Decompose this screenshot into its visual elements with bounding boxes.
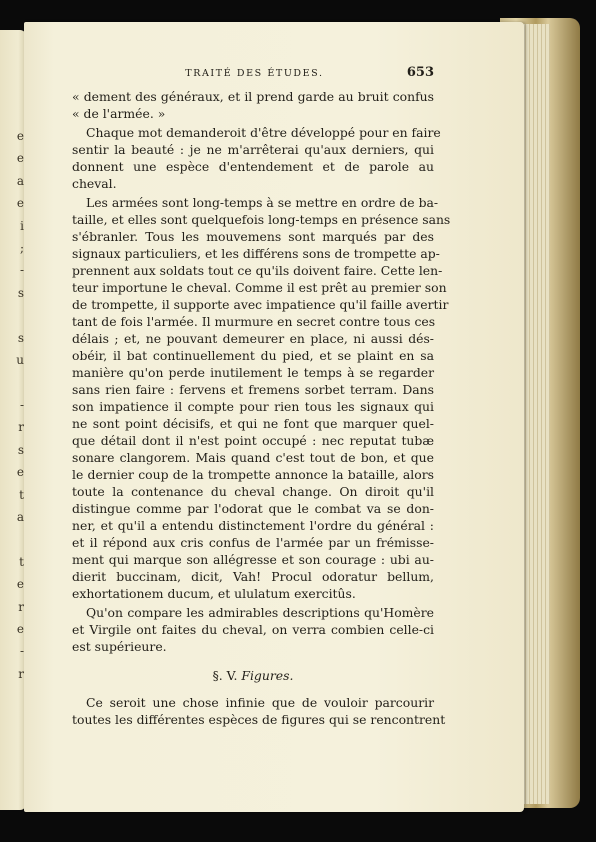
text-line: est supérieure. (72, 639, 167, 654)
margin-char (2, 528, 24, 550)
margin-char: r (18, 599, 24, 614)
margin-char: e (16, 465, 24, 480)
margin-char: r (18, 666, 24, 681)
paragraph (72, 88, 434, 122)
margin-char: e (16, 621, 24, 636)
text-line: cheval. (72, 176, 117, 191)
text-line: toute la contenance du cheval change. On diroit qu'il (72, 484, 434, 499)
text-line: tant de fois l'armée. Il murmure en secret contre tous ces (72, 314, 436, 329)
margin-char (2, 371, 24, 393)
paragraph (72, 124, 441, 192)
margin-char: s (17, 330, 24, 345)
margin-char: e (16, 129, 24, 143)
text-line: Chaque mot demanderoit d'être développé pour en faire (86, 125, 441, 140)
text-line: s'ébranler. Tous les mouvemens sont marqués par des (72, 229, 434, 244)
margin-char: e (16, 577, 24, 592)
text-line: son impatience il compte pour rien tous les signaux qui (72, 399, 434, 414)
text-line: « dement des généraux, et il prend garde au bruit confus (72, 89, 434, 104)
margin-char: a (16, 509, 24, 524)
text-line: distingue comme par l'odorat que le combat va se don- (72, 501, 434, 516)
margin-char: - (19, 263, 24, 278)
margin-char: a (16, 173, 24, 188)
text-line: Ce seroit une chose infinie que de vouloir parcourir (86, 695, 434, 710)
text-line: ner, et qu'il a entendu distinctement l'ordre du général : (72, 518, 434, 533)
margin-char: s (17, 442, 24, 457)
text-line: ne sont point décisifs, et qui ne font que marquer quel- (72, 416, 434, 431)
text-line: sans rien faire : fervens et fremens sorbet terram. Dans (72, 382, 434, 397)
margin-char: ; (19, 241, 24, 256)
text-line: toutes les différentes espèces de figures qui se rencontrent (72, 712, 446, 727)
text-line: « de l'armée. » (72, 106, 166, 121)
book-page (24, 22, 524, 812)
text-line: exhortationem ducum, et ululatum exercitûs. (72, 586, 356, 601)
margin-char: r (18, 420, 24, 435)
text-line: dierit buccinam, dicit, Vah! Procul odoratur bellum, (72, 569, 434, 584)
margin-char: e (16, 151, 24, 166)
text-line: et il répond aux cris confus de l'armée par un frémisse- (72, 535, 434, 550)
paragraph (72, 604, 434, 655)
text-line: signaux particuliers, et les différens sons de trompette ap- (72, 246, 440, 261)
text-line: taille, et elles sont quelquefois long-temps en présence sans (72, 212, 451, 227)
body-paragraphs (72, 88, 451, 655)
section-number: §. V. (212, 668, 238, 683)
paragraph (72, 694, 446, 728)
text-line: et Virgile ont faites du cheval, on verra combien celle-ci (72, 622, 434, 637)
text-line: prennent aux soldats tout ce qu'ils doivent faire. Cette len- (72, 263, 443, 278)
paragraph (72, 194, 451, 602)
margin-char: - (19, 644, 24, 659)
final-paragraph (72, 694, 446, 728)
section-heading (72, 667, 434, 684)
text-line: sentir la beauté : je ne m'arrêterai qu'aux derniers, qui (72, 142, 434, 157)
text-block (72, 64, 451, 730)
running-title: TRAITÉ DES ÉTUDES. (185, 68, 324, 79)
text-line: Qu'on compare les admirables descriptions qu'Homère (86, 605, 434, 620)
margin-char: - (19, 397, 24, 412)
section-title: Figures. (241, 668, 294, 683)
text-line: Les armées sont long-temps à se mettre en ordre de ba- (86, 195, 439, 210)
margin-char: i (20, 218, 24, 233)
margin-char (2, 304, 24, 326)
text-line: le dernier coup de la trompette annonce la bataille, alors (72, 467, 434, 482)
margin-char: s (17, 285, 24, 300)
margin-char: t (19, 554, 24, 569)
page-number: 653 (406, 65, 434, 80)
margin-char: t (19, 487, 24, 502)
margin-char: e (16, 196, 24, 211)
facing-page-edge (0, 30, 26, 810)
text-line: teur importune le cheval. Comme il est prêt au premier son (72, 280, 447, 295)
margin-char: u (16, 353, 24, 368)
text-line: donnent une espèce d'entendement et de parole au (72, 159, 434, 174)
text-line: obéir, il bat continuellement du pied, et se plaint en sa (72, 348, 434, 363)
running-head (72, 64, 434, 82)
text-line: délais ; et, ne pouvant demeurer en place, ni aussi dés- (72, 331, 434, 346)
text-line: manière qu'on perde inutilement le temps à se regarder (72, 365, 434, 380)
facing-page-margin-text (2, 125, 24, 685)
text-line: ment qui marque son allégresse et son courage : ubi au- (72, 552, 434, 567)
text-line: de trompette, il supporte avec impatience qu'il faille avertir (72, 297, 449, 312)
text-line: que détail dont il n'est point occupé : nec reputat tubæ (72, 433, 434, 448)
text-line: sonare clangorem. Mais quand c'est tout de bon, et que (72, 450, 434, 465)
